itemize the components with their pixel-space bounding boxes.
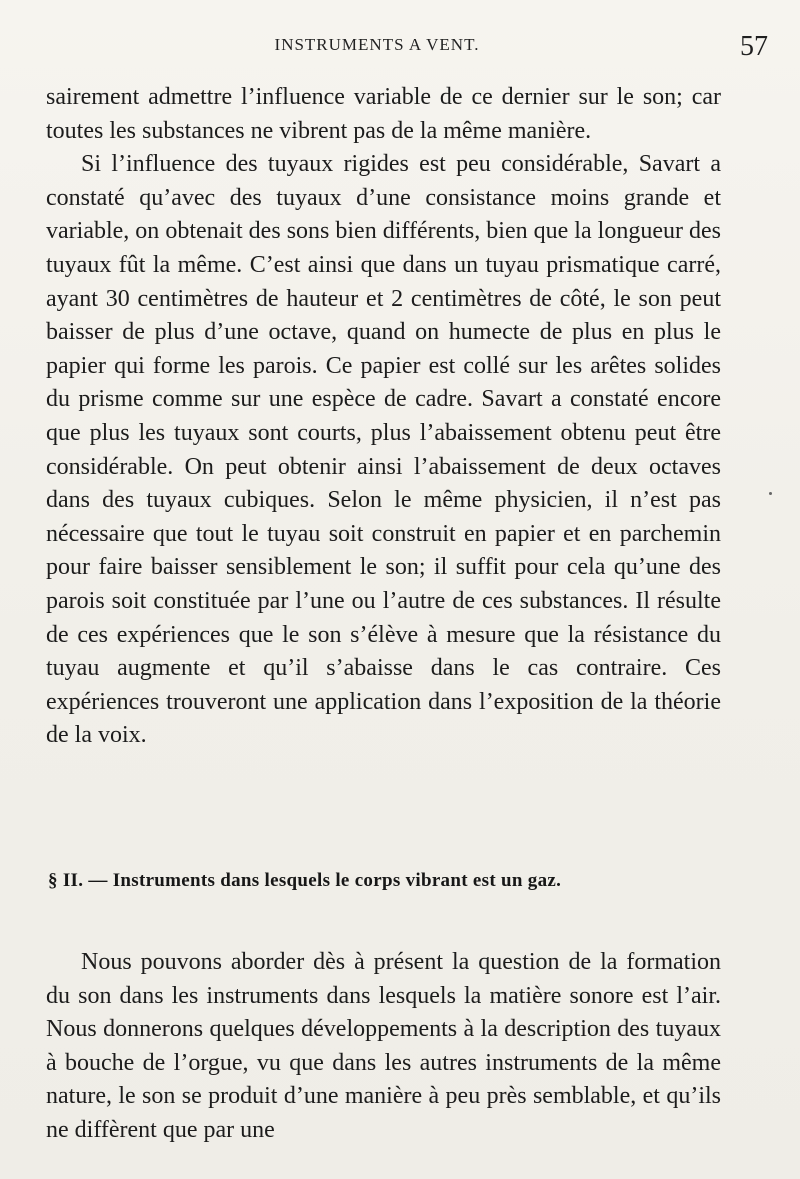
margin-speck bbox=[769, 492, 772, 495]
page-number: 57 bbox=[740, 31, 768, 62]
page-header bbox=[46, 31, 768, 67]
paragraph-savart: Si l’influence des tuyaux rigides est peu considérable, Savart a constaté qu’avec des tuyaux d’une consistance moins grande et variable, on obtenait des sons bien différents, bien que la longueur des tuyaux fût la même. C’est ainsi que dans un tuyau prismatique carré, ayant 30 centimètres de hauteur et 2 centimètres de côté, le son peut baisser de plus d’une octave, quand on humecte de plus en plus le papier qui forme les parois. Ce papier est collé sur les arêtes solides du prisme comme sur une espèce de cadre. Savart a constaté encore que plus les tuyaux sont courts, plus l’abaissement obtenu peut être considérable. On peut obtenir ainsi l’abaissement de deux octaves dans des tuyaux cubiques. Selon le même physicien, il n’est pas nécessaire que tout le tuyau soit construit en papier et en parchemin pour faire baisser sensiblement le son; il suffit pour cela qu’une des parois soit constituée par l’une ou l’autre de ces substances. Il résulte de ces expériences que le son s’élève à mesure que la résistance du tuyau augmente et qu’il s’abaisse dans le cas contraire. Ces expériences trouveront une application dans l’exposition de la théorie de la voix. bbox=[46, 151, 721, 749]
section-heading: § II. — Instruments dans lesquels le corps vibrant est un gaz. bbox=[48, 870, 562, 891]
section-body bbox=[46, 946, 721, 1148]
running-title: INSTRUMENTS A VENT. bbox=[274, 35, 480, 54]
body-text bbox=[46, 81, 721, 753]
paragraph-continued: sairement admettre l’influence variable de ce dernier sur le son; car toutes les substances ne vibrent pas de la même manière. bbox=[46, 84, 721, 144]
paragraph-section-intro: Nous pouvons aborder dès à présent la question de la formation du son dans les instruments dans lesquels la matière sonore est l’air. Nous donnerons quelques développements à la description des tuyaux à bouche de l’orgue, vu que dans les autres instruments de la même nature, le son se produit d’une manière à peu près semblable, et qu’ils ne diffèrent que par une bbox=[46, 949, 721, 1143]
